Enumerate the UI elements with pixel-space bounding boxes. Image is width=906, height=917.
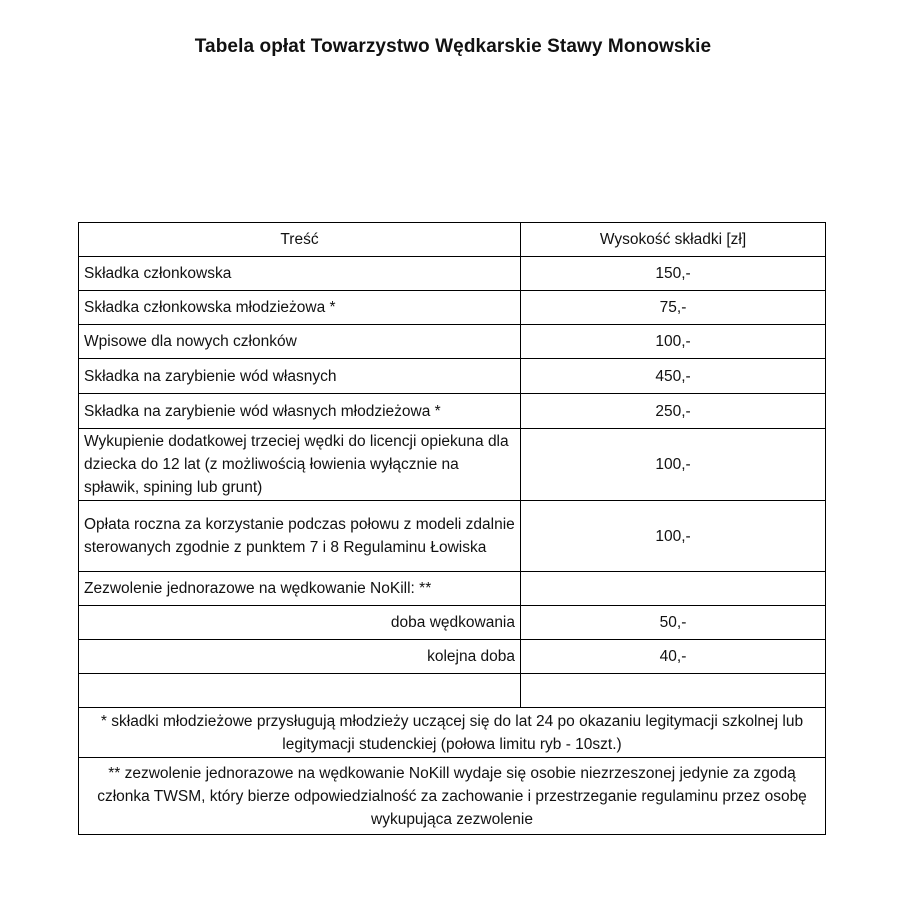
table-row xyxy=(79,359,826,394)
fee-amount: 50,- xyxy=(521,606,826,640)
fee-label: Składka członkowska młodzieżowa * xyxy=(79,291,521,325)
fee-label: Opłata roczna za korzystanie podczas połowu z modeli zdalnie sterowanych zgodnie z punktem 7 i 8 Regulaminu Łowiska xyxy=(79,501,521,572)
fee-amount: 100,- xyxy=(521,325,826,359)
fee-label: Składka na zarybienie wód własnych xyxy=(79,359,521,394)
fee-label: Składka członkowska xyxy=(79,257,521,291)
fee-amount: 40,- xyxy=(521,640,826,674)
fee-label xyxy=(79,674,521,708)
fee-label: Wykupienie dodatkowej trzeciej wędki do licencji opiekuna dla dziecka do 12 lat (z możliwością łowienia wyłącznie na spławik, spining lub grunt) xyxy=(79,429,521,501)
table-row xyxy=(79,429,826,501)
table-row-empty xyxy=(79,674,826,708)
table-row xyxy=(79,257,826,291)
fee-label: Wpisowe dla nowych członków xyxy=(79,325,521,359)
fee-amount: 150,- xyxy=(521,257,826,291)
fee-amount: 250,- xyxy=(521,394,826,429)
fee-amount: 75,- xyxy=(521,291,826,325)
table-row xyxy=(79,501,826,572)
table-row xyxy=(79,291,826,325)
footnote-row xyxy=(79,708,826,758)
fee-label: doba wędkowania xyxy=(79,606,521,640)
footnote-row xyxy=(79,758,826,835)
table-row xyxy=(79,394,826,429)
table-row xyxy=(79,572,826,606)
table-row xyxy=(79,325,826,359)
footnote-youth: * składki młodzieżowe przysługują młodzieży uczącej się do lat 24 po okazaniu legitymacji szkolnej lub legitymacji studenckiej (połowa limitu ryb - 10szt.) xyxy=(79,708,826,758)
fee-label: Zezwolenie jednorazowe na wędkowanie NoKill: ** xyxy=(79,572,521,606)
fee-amount xyxy=(521,572,826,606)
fee-amount: 450,- xyxy=(521,359,826,394)
fee-label: Składka na zarybienie wód własnych młodzieżowa * xyxy=(79,394,521,429)
fee-amount xyxy=(521,674,826,708)
fee-table xyxy=(78,222,826,835)
column-header-amount: Wysokość składki [zł] xyxy=(521,223,826,257)
fee-amount: 100,- xyxy=(521,429,826,501)
table-row xyxy=(79,640,826,674)
page-title: Tabela opłat Towarzystwo Wędkarskie Stawy Monowskie xyxy=(194,36,712,57)
column-header-content: Treść xyxy=(79,223,521,257)
fee-label: kolejna doba xyxy=(79,640,521,674)
table-header-row xyxy=(79,223,826,257)
table-row xyxy=(79,606,826,640)
fee-amount: 100,- xyxy=(521,501,826,572)
footnote-nokill: ** zezwolenie jednorazowe na wędkowanie NoKill wydaje się osobie niezrzeszonej jedynie za zgodą członka TWSM, który bierze odpowiedzialność za zachowanie i przestrzeganie regulaminu przez osobę wykupująca zezwolenie xyxy=(79,758,826,835)
